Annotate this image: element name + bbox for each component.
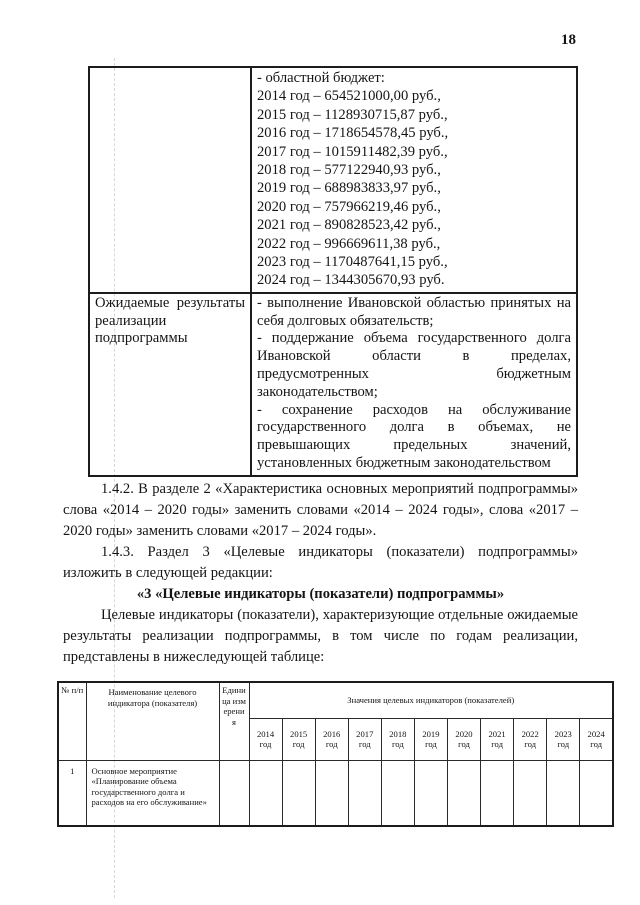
expected-result-item: - выполнение Ивановской областью принятых на себя долговых обязательств;	[257, 294, 571, 329]
section-3-heading: «3 «Целевые индикаторы (показатели) подпрограммы»	[136, 586, 505, 602]
column-header-values: Значения целевых индикаторов (показателей)	[249, 682, 613, 718]
paragraph-1-4-3: 1.4.3. Раздел 3 «Целевые индикаторы (показатели) подпрограммы» изложить в следующей редакции:	[63, 544, 578, 581]
expected-result-item: - сохранение расходов на обслуживание государственного долга в объемах, не превышающих предельных значений, установленных бюджетным законодательством	[257, 401, 571, 472]
expected-results-list	[257, 295, 571, 473]
value-cell	[547, 760, 580, 826]
value-cell	[249, 760, 282, 826]
year-header-cell: 2024 год	[580, 718, 613, 760]
expected-result-item: - поддержание объема государственного долга Ивановской области в пределах, предусмотренных бюджетным законодательством;	[257, 330, 571, 400]
value-cell	[348, 760, 381, 826]
indicators-intro-paragraph: Целевые индикаторы (показатели), характеризующие отдельные ожидаемые результаты реализации подпрограммы, в том числе по годам реализации, представлены в нижеследующей таблице:	[63, 607, 578, 665]
indicator-name: Основное мероприятие «Планирование объема государственного долга и расходов на его обслуживание»	[86, 760, 219, 826]
value-cell	[414, 760, 447, 826]
budget-line: 2016 год – 1718654578,45 руб.,	[257, 125, 449, 142]
budget-line: 2019 год – 688983833,97 руб.,	[257, 180, 441, 197]
paragraph-1-4-2: 1.4.2. В разделе 2 «Характеристика основных мероприятий подпрограммы» слова «2014 – 2020 годы» заменить словами «2014 – 2024 годы», слова «2017 – 2020 годы» заменить словами «2017 – 2024 годы».	[63, 481, 578, 539]
year-header-cell: 2017 год	[348, 718, 381, 760]
value-cell	[282, 760, 315, 826]
budget-line: - областной бюджет:	[257, 70, 385, 86]
budget-line: 2017 год – 1015911482,39 руб.,	[257, 143, 448, 160]
budget-line: 2023 год – 1170487641,15 руб.,	[257, 254, 448, 271]
value-cell	[381, 760, 414, 826]
budget-line: 2018 год – 577122940,93 руб.,	[257, 162, 441, 179]
year-header-cell: 2016 год	[315, 718, 348, 760]
value-cell	[447, 760, 480, 826]
target-indicators-table	[57, 681, 614, 827]
year-header-cell: 2022 год	[514, 718, 547, 760]
indicator-unit	[219, 760, 249, 826]
year-header-cell: 2014 год	[249, 718, 282, 760]
value-cell	[481, 760, 514, 826]
budget-line: 2024 год – 1344305670,93 руб.	[257, 272, 445, 289]
budget-line: 2020 год – 757966219,46 руб.,	[257, 198, 441, 215]
year-header-cell: 2019 год	[414, 718, 447, 760]
table-header-row	[58, 682, 613, 718]
passport-row1-label	[89, 67, 251, 293]
column-header-number: № п/п	[58, 682, 86, 760]
budget-line: 2014 год – 654521000,00 руб.,	[257, 88, 441, 105]
year-header-cell: 2021 год	[481, 718, 514, 760]
column-header-indicator-name: Наименование целевого индикатора (показателя)	[86, 682, 219, 760]
table-row	[89, 293, 577, 476]
budget-line: 2022 год – 996669611,38 руб.,	[257, 235, 441, 252]
page-number: 18	[561, 32, 576, 48]
passport-row1-value	[251, 67, 577, 293]
value-cell	[580, 760, 613, 826]
year-header-cell: 2018 год	[381, 718, 414, 760]
subprogram-passport-table	[88, 66, 578, 477]
value-cell	[315, 760, 348, 826]
indicator-row	[58, 760, 613, 826]
budget-lines	[257, 69, 571, 290]
body-text	[63, 479, 578, 668]
year-header-cell: 2020 год	[447, 718, 480, 760]
year-header-cell: 2015 год	[282, 718, 315, 760]
year-header-cell: 2023 год	[547, 718, 580, 760]
column-header-unit: Единица измерения	[219, 682, 249, 760]
passport-row2-label: Ожидаемые результаты реализации подпрограммы	[89, 293, 251, 476]
budget-line: 2015 год – 1128930715,87 руб.,	[257, 106, 448, 123]
passport-row2-value	[251, 293, 577, 476]
indicator-number: 1	[58, 760, 86, 826]
value-cell	[514, 760, 547, 826]
table-row	[89, 67, 577, 293]
budget-line: 2021 год – 890828523,42 руб.,	[257, 217, 441, 234]
